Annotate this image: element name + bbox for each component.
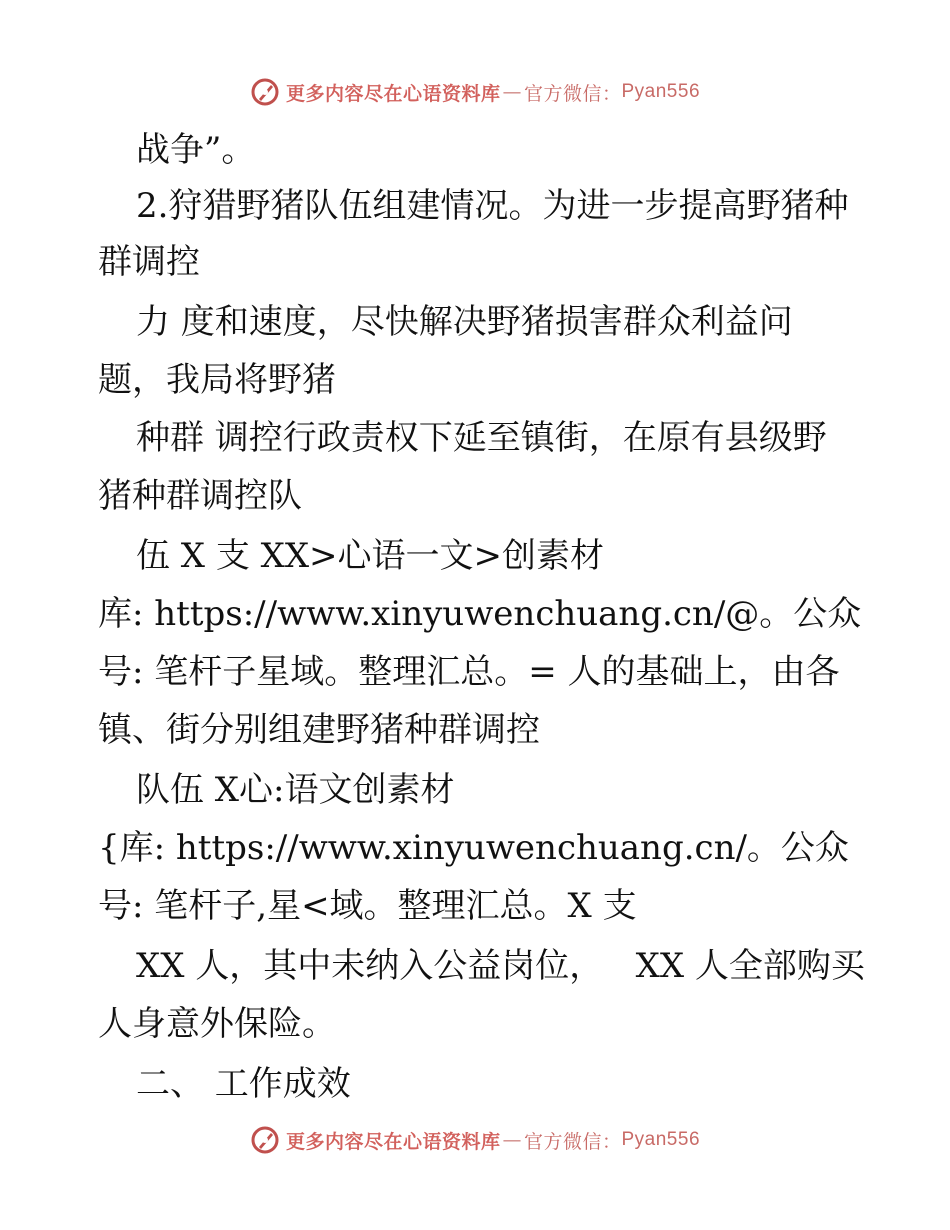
text-line-7: 猪种群调控队 <box>98 476 302 516</box>
banner-wechat-label: 官方微信： <box>523 1130 622 1153</box>
text-line-14: 号: 笔杆子,星<域。整理汇总。X 支 <box>98 886 637 926</box>
text-line-13: {库: https://www.xinyuwenchuang.cn/。公众 <box>98 828 849 868</box>
banner-brand-text: 更多内容尽在心语资料库 <box>285 82 501 105</box>
banner-separator: — <box>502 1129 522 1151</box>
text-line-5: 题，我局将野猪 <box>98 360 336 400</box>
text-line-8: 伍 X 支 XX>心语一文>创素材 <box>136 536 605 576</box>
text-line-1: 战争”。 <box>136 130 256 170</box>
banner-wechat-id: Pyan556 <box>621 1129 701 1150</box>
text-line-4: 力 度和速度，尽快解决野猪损害群众利益问 <box>136 302 793 342</box>
text-line-3: 群调控 <box>98 242 200 282</box>
pen-logo-icon <box>250 1125 280 1155</box>
footer-watermark-banner <box>0 1120 950 1160</box>
text-line-6: 种群 调控行政责权下延至镇街，在原有县级野 <box>136 418 827 458</box>
pen-logo-icon <box>250 77 280 107</box>
text-line-17: 二、 工作成效 <box>136 1064 351 1104</box>
text-line-2: 2.狩猎野猪队伍组建情况。为进一步提高野猪种 <box>136 186 849 226</box>
text-line-10: 号: 笔杆子星域。整理汇总。= 人的基础上，由各 <box>98 652 840 692</box>
text-line-11: 镇、街分别组建野猪种群调控 <box>98 710 540 750</box>
banner-wechat-id: Pyan556 <box>621 81 701 102</box>
banner-wechat-label: 官方微信： <box>523 82 622 105</box>
header-watermark-banner <box>0 72 950 112</box>
text-line-9: 库: https://www.xinyuwenchuang.cn/@。公众 <box>98 594 862 634</box>
text-line-12: 队伍 X心:语文创素材 <box>136 770 455 810</box>
banner-brand-text: 更多内容尽在心语资料库 <box>285 1130 501 1153</box>
text-line-15: XX 人，其中未纳入公益岗位， XX 人全部购买 <box>136 946 865 986</box>
text-line-16: 人身意外保险。 <box>98 1004 336 1044</box>
banner-separator: — <box>502 81 522 103</box>
